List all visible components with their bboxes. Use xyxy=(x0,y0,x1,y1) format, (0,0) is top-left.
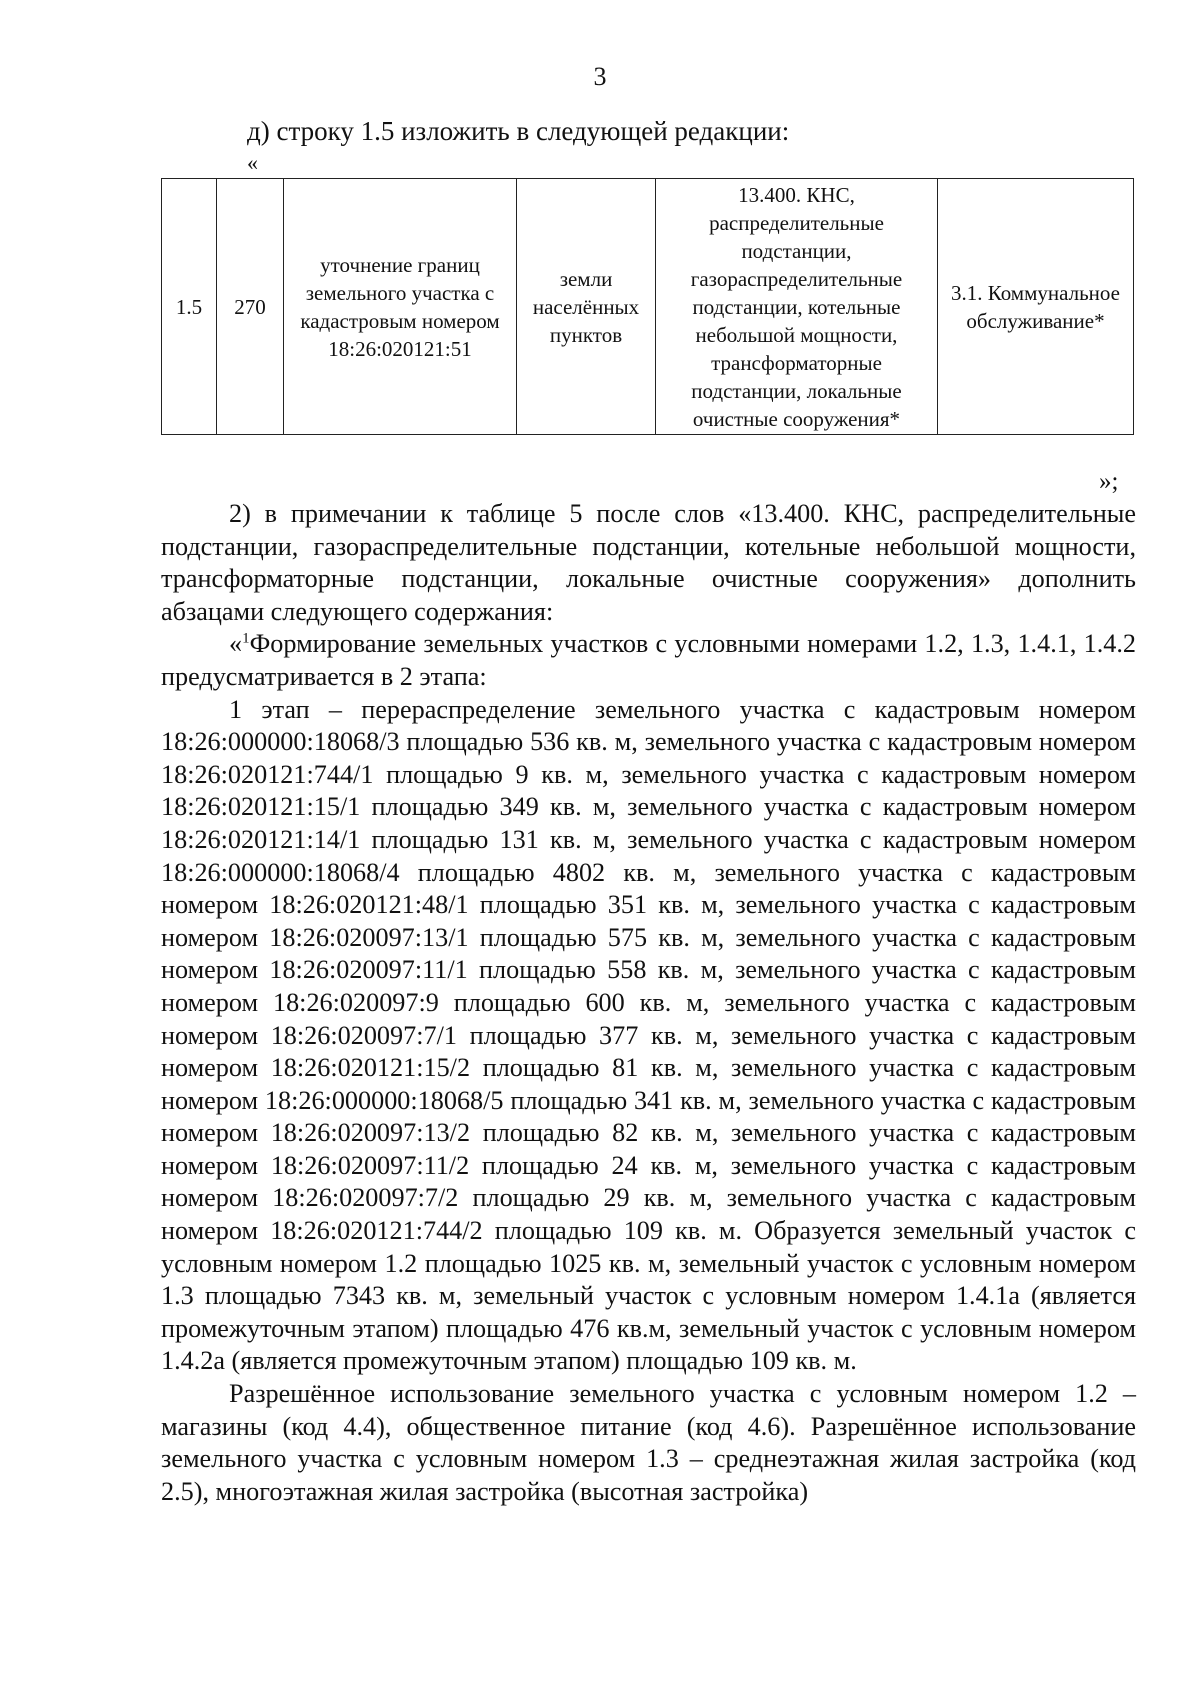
amendment-intro: д) строку 1.5 изложить в следующей редакции: xyxy=(247,116,790,146)
page-number: 3 xyxy=(593,62,607,91)
amendment-table xyxy=(161,178,1134,435)
table-open-quote: « xyxy=(247,150,258,175)
area-cell: 270 xyxy=(217,179,284,435)
paragraph-amendment-2: 2) в примечании к таблице 5 после слов «13.400. КНС, распределительные подстанции, газораспределительные подстанции, котельные небольшой мощности, трансформаторные подстанции, локальные очистные сооружения» дополнить абзацами следующего содержания: xyxy=(161,499,1136,626)
land-category-cell: земли населённых пунктов xyxy=(517,179,656,435)
paragraph-formation xyxy=(161,628,1136,693)
open-quote: « xyxy=(229,629,243,659)
table-row xyxy=(162,179,1134,435)
table-close-quote: »; xyxy=(1099,468,1119,495)
purpose-cell: уточнение границ земельного участка с кадастровым номером 18:26:020121:51 xyxy=(284,179,517,435)
paragraph-formation-text: Формирование земельных участков с условными номерами 1.2, 1.3, 1.4.1, 1.4.2 предусматривается в 2 этапа: xyxy=(161,629,1136,691)
objects-cell: 13.400. КНС, распределительные подстанции, газораспределительные подстанции, котельные небольшой мощности, трансформаторные подстанции, локальные очистные сооружения* xyxy=(656,179,938,435)
use-kind-cell: 3.1. Коммунальное обслуживание* xyxy=(938,179,1134,435)
footnote-mark: 1 xyxy=(242,630,250,647)
paragraph-permitted-use: Разрешённое использование земельного участка с условным номером 1.2 – магазины (код 4.4), общественное питание (код 4.6). Разрешённое использование земельного участка с условным номером 1.3 – среднеэтажная жилая застройка (код 2.5), многоэтажная жилая застройка (высотная застройка) xyxy=(161,1379,1136,1506)
paragraph-stage-1: 1 этап – перераспределение земельного участка с кадастровым номером 18:26:000000:18068/3 площадью 536 кв. м, земельного участка с кадастровым номером 18:26:020121:744/1 площадью 9 кв. м, земельного участка с кадастровым номером 18:26:020121:15/1 площадью 349 кв. м, земельного участка с кадастровым номером 18:26:020121:14/1 площадью 131 кв. м, земельного участка с кадастровым номером 18:26:000000:18068/4 площадью 4802 кв. м, земельного участка с кадастровым номером 18:26:020121:48/1 площадью 351 кв. м, земельного участка с кадастровым номером 18:26:020097:13/1 площадью 575 кв. м, земельного участка с кадастровым номером 18:26:020097:11/1 площадью 558 кв. м, земельного участка с кадастровым номером 18:26:020097:9 площадью 600 кв. м, земельного участка с кадастровым номером 18:26:020097:7/1 площадью 377 кв. м, земельного участка с кадастровым номером 18:26:020121:15/2 площадью 81 кв. м, земельного участка с кадастровым номером 18:26:000000:18068/5 площадью 341 кв. м, земельного участка с кадастровым номером 18:26:020097:13/2 площадью 82 кв. м, земельного участка с кадастровым номером 18:26:020097:11/2 площадью 24 кв. м, земельного участка с кадастровым номером 18:26:020097:7/2 площадью 29 кв. м, земельного участка с кадастровым номером 18:26:020121:744/2 площадью 109 кв. м. Образуется земельный участок с условным номером 1.2 площадью 1025 кв. м, земельный участок с условным номером 1.3 площадью 7343 кв. м, земельный участок с условным номером 1.4.1а (является промежуточным этапом) площадью 476 кв.м, земельный участок с условным номером 1.4.2а (является промежуточным этапом) площадью 109 кв. м. xyxy=(161,694,1136,1376)
document-body xyxy=(161,498,1136,1508)
row-number-cell: 1.5 xyxy=(162,179,217,435)
